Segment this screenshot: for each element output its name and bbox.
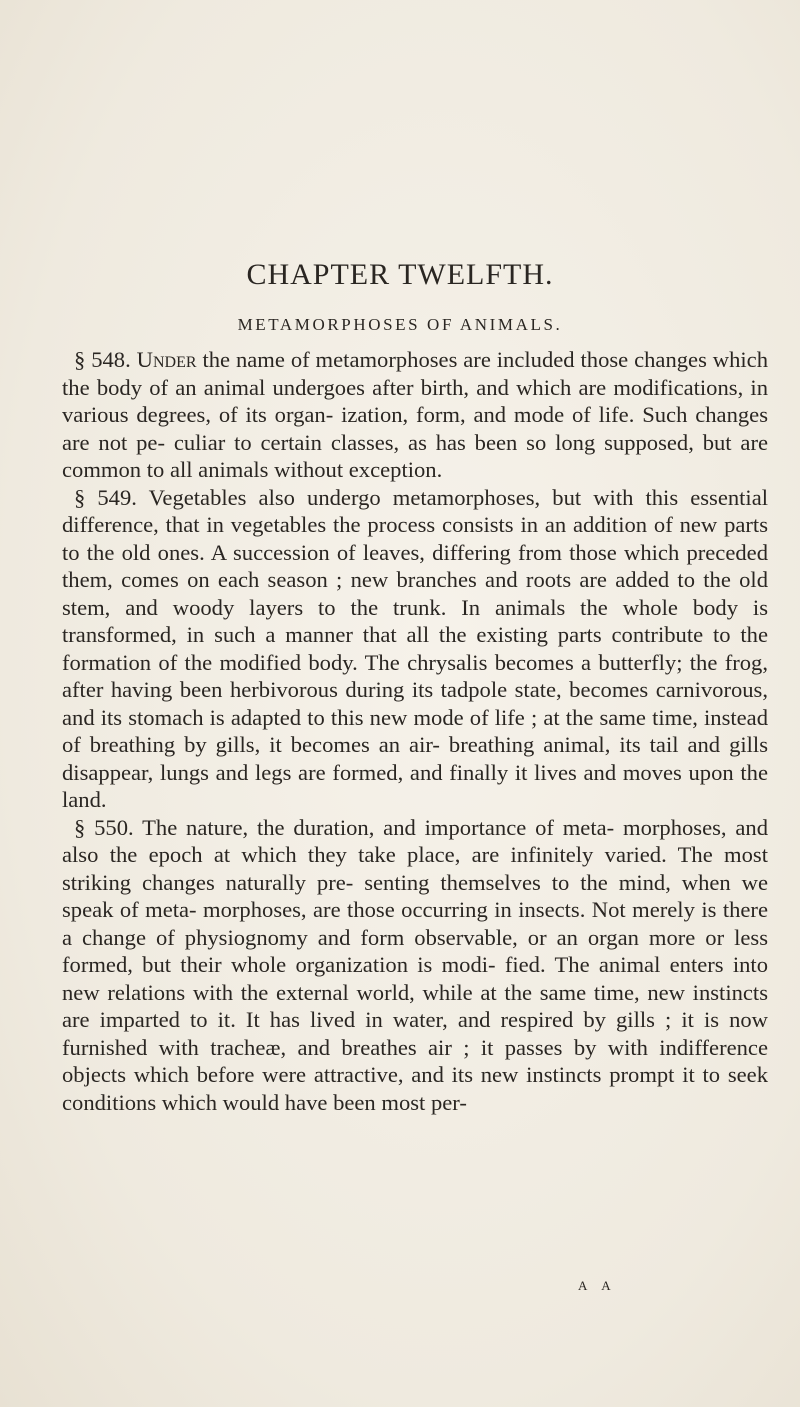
paragraph-548 — [62, 346, 768, 484]
paragraph-text: Vegetables also undergo metamorphoses, but with this essential difference, that in vegetables the process consists in an addition of new parts to the old ones. A succession of leaves, differing from those which preceded them, comes on each season ; new branches and roots are added to the old stem, and woody layers to the trunk. In animals the whole body is transformed, in such a manner that all the existing parts contribute to the formation of the modified body. The chrysalis becomes a butterfly; the frog, after having been herbivorous during its tadpole state, becomes carnivorous, and its stomach is adapted to this new mode of life ; at the same time, instead of breathing by gills, it becomes an air- breathing animal, its tail and gills disappear, lungs and legs are formed, and finally it lives and moves upon the land. — [62, 484, 768, 812]
section-number: § 550. — [74, 814, 134, 840]
paragraph-549 — [62, 484, 768, 814]
paragraph-text: The nature, the duration, and importance of meta- morphoses, and also the epoch at which they take place, are infinitely varied. The most striking changes naturally pre- senting themselves to the mind, when we speak of meta- morphoses, are those occurring in insects. Not merely is there a change of physiognomy and form observable, or an organ more or less formed, but their whole organization is modi- fied. The animal enters into new relations with the external world, while at the same time, new instincts are imparted to it. It has lived in water, and respired by gills ; it is now furnished with tracheæ, and breathes air ; it passes by with indifference objects which before were attractive, and its new instincts prompt it to seek conditions which would have been most per- — [62, 814, 768, 1115]
body-text — [62, 346, 768, 1116]
paragraph-text: the name of metamorphoses are included those changes which the body of an animal undergoes after birth, and which are modifications, in various degrees, of its organ- ization, form, and mode of life. Such changes are not pe- culiar to certain classes, as has been so long supposed, but are common to all animals without exception. — [62, 347, 768, 482]
paragraph-550 — [62, 814, 768, 1117]
lead-word: Under — [136, 347, 197, 372]
chapter-title: CHAPTER TWELFTH. — [246, 258, 554, 291]
section-number: § 548. — [74, 347, 131, 372]
section-title: METAMORPHOSES OF ANIMALS. — [237, 315, 563, 334]
signature-mark: A A — [578, 1278, 617, 1293]
section-number: § 549. — [74, 484, 137, 510]
